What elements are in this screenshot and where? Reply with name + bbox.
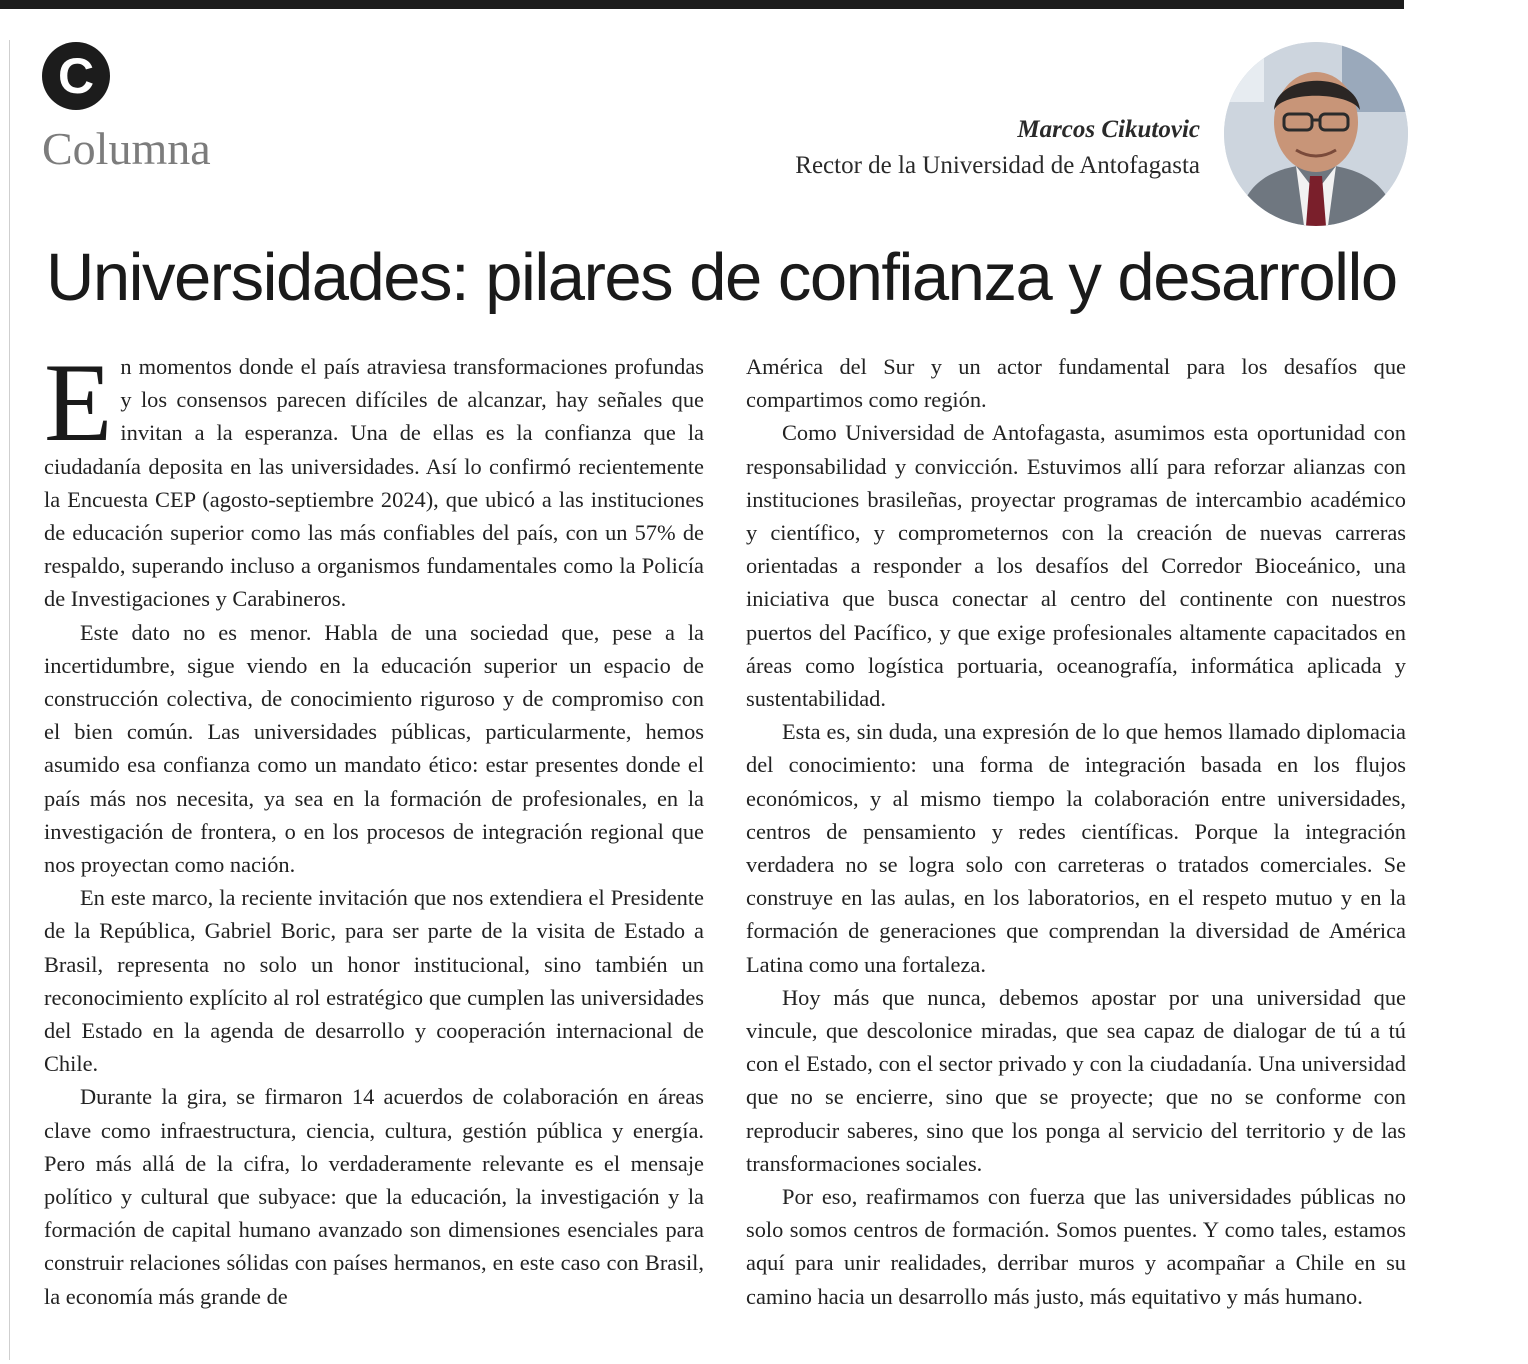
- article-column-right: [746, 350, 1406, 1313]
- left-rule: [9, 40, 10, 1360]
- section-label: Columna: [42, 123, 211, 174]
- article-paragraph: América del Sur y un actor fundamental para los desafíos que compartimos como región.: [746, 354, 1406, 413]
- article-paragraph: En momentos donde el país atraviesa transformaciones profundas y los consensos parecen difíciles de alcanzar, hay señales que invitan a la esperanza. Una de ellas es la confianza que la ciudadanía deposita en las universidades. Así lo confirmó recientemente la Encuesta CEP (agosto-septiembre 2024), que ubicó a las instituciones de educación superior como las más confiables del país, con un 57% de respaldo, superando incluso a organismos fundamentales como la Policía de Investigaciones y Carabineros.: [44, 341, 704, 612]
- author-role: Rector de la Universidad de Antofagasta: [795, 152, 1200, 179]
- author-portrait: [1224, 42, 1408, 226]
- author-portrait-illustration: [1224, 42, 1408, 226]
- article-paragraph: Como Universidad de Antofagasta, asumimos esta oportunidad con responsabilidad y convicción. Estuvimos allí para reforzar alianzas con instituciones brasileñas, proyectar programas de intercambio académico y científico, y comprometernos con la creación de nuevas carreras orientadas a responder a los desafíos del Corredor Bioceánico, una iniciativa que busca conectar al centro del continente con nuestros puertos del Pacífico, y que exige profesionales altamente capacitados en áreas como logística portuaria, oceanografía, informática aplicada y sustentabilidad.: [746, 420, 1406, 712]
- article-paragraph: En este marco, la reciente invitación que nos extendiera el Presidente de la República, Gabriel Boric, para ser parte de la visita de Estado a Brasil, representa no solo un honor institucional, sino también un reconocimiento explícito al rol estratégico que cumplen las universidades del Estado en la agenda de desarrollo y cooperación internacional de Chile.: [44, 885, 704, 1077]
- article-paragraph: Hoy más que nunca, debemos apostar por una universidad que vincule, que descolonice miradas, que sea capaz de dialogar de tú a tú con el Estado, con el sector privado y con la ciudadanía. Una universidad que no se encierre, sino que se proyecte; que no se conforme con reproducir saberes, sino que los ponga al servicio del territorio y de las transformaciones sociales.: [746, 984, 1406, 1176]
- article-paragraph: Esta es, sin duda, una expresión de lo que hemos llamado diplomacia del conocimiento: una forma de integración basada en los flujos económicos, y al mismo tiempo la colaboración entre universidades, centros de pensamiento y redes científicas. Porque la integración verdadera no se logra solo con carreteras o tratados comerciales. Se construye en las aulas, en los laboratorios, en el respeto mutuo y en la formación de generaciones que comprendan la diversidad de América Latina como una fortaleza.: [746, 719, 1406, 977]
- drop-cap: E: [44, 341, 113, 465]
- article-paragraph: Durante la gira, se firmaron 14 acuerdos de colaboración en áreas clave como infraestructura, ciencia, cultura, gestión pública y energía. Pero más allá de la cifra, lo verdaderamente relevante es el mensaje político y cultural que subyace: que la educación, la investigación y la formación de capital humano avanzado son dimensiones esenciales para construir relaciones sólidas con países hermanos, en este caso con Brasil, la economía más grande de: [44, 1084, 704, 1309]
- article-paragraph: Este dato no es menor. Habla de una sociedad que, pese a la incertidumbre, sigue viendo en la educación superior un espacio de construcción colectiva, de conocimiento riguroso y de compromiso con el bien común. Las universidades públicas, particularmente, hemos asumido esa confianza como un mandato ético: estar presentes donde el país más nos necesita, ya sea en la formación de profesionales, en la investigación de frontera, o en los procesos de integración regional que nos proyectan como nación.: [44, 619, 704, 878]
- section-badge: C: [42, 42, 110, 110]
- article-column-left: [44, 341, 704, 1313]
- top-rule: [0, 0, 1404, 9]
- author-name: Marcos Cikutovic: [1017, 116, 1200, 143]
- article-paragraph: Por eso, reafirmamos con fuerza que las universidades públicas no solo somos centros de formación. Somos puentes. Y como tales, estamos aquí para unir realidades, derribar muros y acompañar a Chile en su camino hacia un desarrollo más justo, más equitativo y más humano.: [746, 1184, 1406, 1309]
- headline: Universidades: pilares de confianza y desarrollo: [46, 240, 1397, 315]
